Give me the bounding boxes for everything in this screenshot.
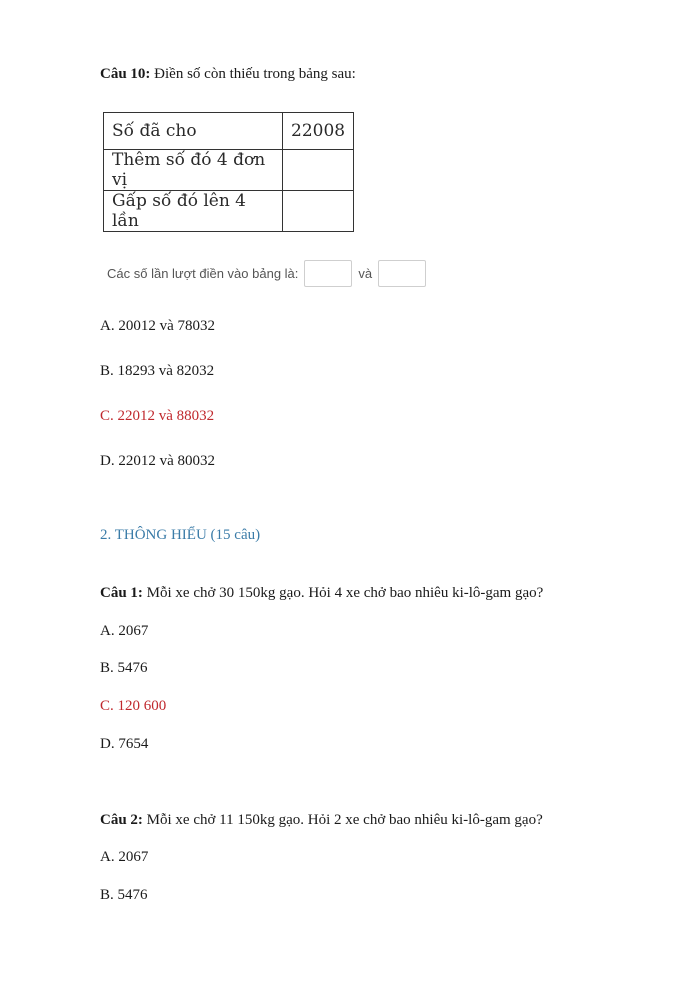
section-heading: 2. THÔNG HIỂU (15 câu) [100,527,261,543]
fill-and: và [358,266,373,281]
table-cell: 22008 [283,113,354,150]
option-d: D. 7654 [100,736,149,752]
option-a: A. 20012 và 78032 [100,318,215,334]
table-row [104,150,354,191]
question-label: Câu 2: [100,812,143,828]
question-1 [100,585,543,602]
table-cell: Số đã cho [104,113,283,150]
option-b: B. 5476 [100,660,148,676]
fill-in-line [107,260,432,287]
table-cell-blank [283,150,354,191]
number-table [103,112,354,232]
option-b: B. 5476 [100,887,148,903]
answer-box-1[interactable] [304,260,352,287]
answer-box-2[interactable] [378,260,426,287]
question-label: Câu 1: [100,585,143,601]
option-a: A. 2067 [100,849,149,865]
table-row [104,113,354,150]
table-row [104,191,354,232]
option-c-correct: C. 120 600 [100,698,167,714]
option-b: B. 18293 và 82032 [100,363,215,379]
table-cell-blank [283,191,354,232]
table-cell: Thêm số đó 4 đơn vị [104,150,283,191]
question-text: Điền số còn thiếu trong bảng sau: [150,66,356,82]
question-10 [100,66,356,83]
question-label: Câu 10: [100,66,151,82]
fill-prompt: Các số lần lượt điền vào bảng là: [107,266,299,281]
question-text: Mỗi xe chở 30 150kg gạo. Hỏi 4 xe chở bao nhiêu ki-lô-gam gạo? [142,585,544,601]
table-cell: Gấp số đó lên 4 lần [104,191,283,232]
option-c-correct: C. 22012 và 88032 [100,408,215,424]
question-text: Mỗi xe chở 11 150kg gạo. Hỏi 2 xe chở bao nhiêu ki-lô-gam gạo? [142,812,543,828]
option-d: D. 22012 và 80032 [100,453,215,469]
option-a: A. 2067 [100,623,149,639]
question-2 [100,812,543,829]
